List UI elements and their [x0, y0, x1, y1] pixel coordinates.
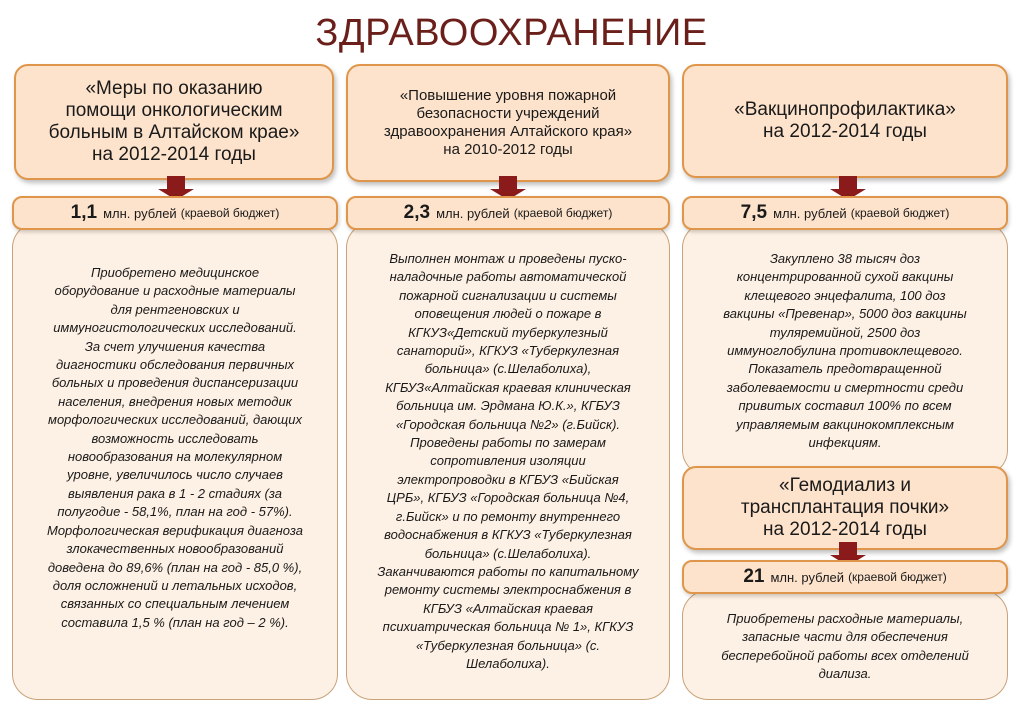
funding-badge-vaccination	[682, 196, 1008, 230]
program-title: «Вакцинопрофилактика» на 2012-2014 годы	[734, 99, 956, 142]
program-description-vaccination: Закуплено 38 тысяч доз концентрированной сухой вакцины клещевого энцефалита, 100 доз вакцины «Превенар», 5000 доз вакцины туляремийной, 2500 доз иммуноглобулина противоклещевого. Показатель предотвращенной заболеваемости и смертности среди привитых составил 100% по всем управляемым вакцинокомплексным инфекциям.	[723, 251, 967, 451]
program-description-fire-safety: Выполнен монтаж и проведены пуско- наладочные работы автоматической пожарной сигнализации и системы оповещения людей о пожаре в КГКУЗ«Детский туберкулезный санаторий», КГКУЗ «Туберкулезная больница» (с.Шелаболиха), КГБУЗ«Алтайская краевая клиническая больница им. Эрдмана Ю.К.», КГБУЗ «Городская больница №2» (г.Бийск). Проведены работы по замерам сопротивления изоляции электропроводки в КГБУЗ «Бийская ЦРБ», КГБУЗ «Городская больница №4, г.Бийск» и по ремонту внутреннего водоснабжения в КГКУЗ «Туберкулезная больница» (с.Шелаболиха). Заканчиваются работы по капитальному ремонту системы электроснабжения в КГБУЗ «Алтайская краевая психиатрическая больница № 1», КГКУЗ «Туберкулезная больница» (с. Шелаболиха).	[377, 251, 639, 671]
program-title: «Гемодиализ и трансплантация почки» на 2012-2014 годы	[740, 475, 950, 540]
funding-amount: 7,5	[740, 202, 768, 223]
program-header-fire-safety	[346, 64, 670, 182]
funding-amount: 21	[743, 566, 765, 587]
funding-source: (краевой бюджет)	[848, 570, 947, 584]
program-header-oncology	[14, 64, 334, 180]
funding-badge-hemodialysis	[682, 560, 1008, 594]
program-title: «Меры по оказанию помощи онкологическим больным в Алтайском крае» на 2012-2014 годы	[48, 78, 300, 165]
funding-unit: млн. рублей	[103, 205, 177, 221]
program-header-vaccination	[682, 64, 1008, 178]
program-description-hemodialysis: Приобретены расходные материалы, запасные части для обеспечения бесперебойной работы всех отделений диализа.	[721, 611, 969, 682]
funding-source: (краевой бюджет)	[180, 206, 280, 220]
funding-unit: млн. рублей	[773, 205, 847, 221]
funding-unit: млн. рублей	[436, 205, 510, 221]
program-header-hemodialysis	[682, 466, 1008, 550]
funding-amount: 1,1	[70, 202, 98, 223]
funding-source: (краевой бюджет)	[850, 206, 950, 220]
program-title: «Повышение уровня пожарной безопасности учреждений здравоохранения Алтайского края» на 2010-2012 годы	[383, 87, 633, 158]
funding-badge-fire-safety	[346, 196, 670, 230]
page-title: ЗДРАВООХРАНЕНИЕ	[315, 12, 708, 54]
funding-unit: млн. рублей	[770, 569, 845, 585]
funding-source: (краевой бюджет)	[513, 206, 613, 220]
funding-amount: 2,3	[403, 202, 431, 223]
program-description-oncology: Приобретено медицинское оборудование и расходные материалы для рентгеновских и иммуногистологических исследований. За счет улучшения качества диагностики обследования первичных больных и проведения диспансеризации населения, внедрения новых методик морфологических исследований, дающих возможность исследовать новообразования на молекулярном уровне, увеличилось число случаев выявления рака в 1 - 2 стадиях (за полугодие - 58,1%, план на год - 57%). Морфологическая верификация диагноза злокачественных новообразований доведена до 89,6% (план на год - 85,0 %), доля осложнений и летальных исходов, связанных со специальным лечением составила 1,5 % (план на год – 2 %).	[47, 265, 303, 630]
funding-badge-oncology	[12, 196, 338, 230]
